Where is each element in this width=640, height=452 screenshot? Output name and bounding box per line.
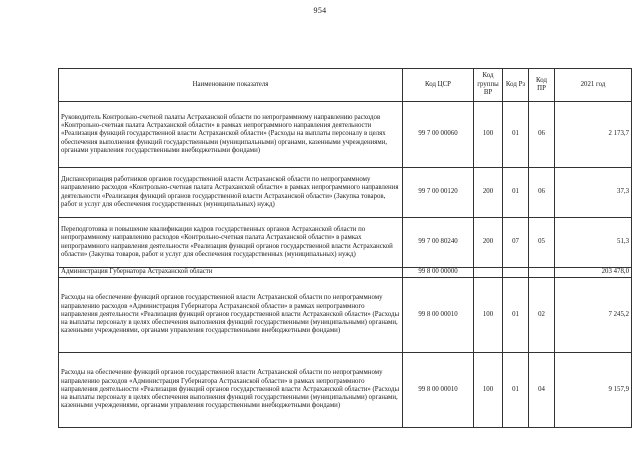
row-name: Диспансеризация работников органов государственной власти Астраханской области по непрограммному направлению расходов «Контрольно-счетная палата Астраханской области» в рамках непрограммного направления деятельности «Реализация функций органов государственной власти Астраханской области» (Закупка товаров, работ и услуг для обеспечения государственных (муниципальных) нужд) [59, 168, 403, 218]
row-name: Расходы на обеспечение функций органов государственной власти Астраханской области по непрограммному направлению расходов «Администрация Губернатора Астраханской области» в рамках непрограммного направления деятельности «Реализация функций органов государственной власти Астраханской области» (Расходы на выплаты персоналу в целях обеспечения выполнения функций государственными (муниципальными) органами, казенными учреждениями, органами управления государственными внебюджетными фондами) [59, 353, 403, 428]
row-pr: 05 [529, 218, 555, 268]
row-vr: 100 [474, 102, 503, 168]
header-csr: Код ЦСР [403, 69, 474, 102]
row-csr: 99 7 00 00120 [403, 168, 474, 218]
table-row [59, 218, 632, 268]
table-row [59, 353, 632, 428]
row-name: Расходы на обеспечение функций органов государственной власти Астраханской области по непрограммному направлению расходов «Администрация Губернатора Астраханской области» в рамках непрограммного направления деятельности «Реализация функций органов государственной власти Астраханской области» (Расходы на выплаты персоналу в целях обеспечения выполнения функций государственными (муниципальными) органами, казенными учреждениями, органами управления государственными внебюджетными фондами) [59, 278, 403, 353]
row-amount: 7 245,2 [555, 278, 632, 353]
row-amount: 37,3 [555, 168, 632, 218]
page-number: 954 [313, 6, 327, 15]
row-rz: 01 [503, 168, 529, 218]
budget-table [58, 68, 632, 428]
row-pr: 06 [529, 168, 555, 218]
row-pr: 06 [529, 102, 555, 168]
row-rz: 01 [503, 278, 529, 353]
header-pr: Код ПР [529, 69, 555, 102]
row-pr [529, 268, 555, 278]
row-pr: 02 [529, 278, 555, 353]
row-csr: 99 8 00 00010 [403, 278, 474, 353]
row-amount: 51,3 [555, 218, 632, 268]
row-vr: 200 [474, 218, 503, 268]
row-vr: 100 [474, 278, 503, 353]
row-rz [503, 268, 529, 278]
row-amount: 2 173,7 [555, 102, 632, 168]
row-rz: 01 [503, 353, 529, 428]
row-csr: 99 7 00 80240 [403, 218, 474, 268]
header-rz: Код Рз [503, 69, 529, 102]
row-csr: 99 7 00 00060 [403, 102, 474, 168]
table-row [59, 168, 632, 218]
row-vr [474, 268, 503, 278]
row-vr: 100 [474, 353, 503, 428]
header-year: 2021 год [555, 69, 632, 102]
header-name: Наименование показателя [59, 69, 403, 102]
table-row [59, 102, 632, 168]
row-csr: 99 8 00 00000 [403, 268, 474, 278]
row-vr: 200 [474, 168, 503, 218]
row-amount: 203 478,0 [555, 268, 632, 278]
table-header-row [59, 69, 632, 102]
table-row [59, 268, 632, 278]
row-rz: 07 [503, 218, 529, 268]
header-vr: Код группы ВР [474, 69, 503, 102]
row-pr: 04 [529, 353, 555, 428]
row-csr: 99 8 00 00010 [403, 353, 474, 428]
row-rz: 01 [503, 102, 529, 168]
row-amount: 9 157,9 [555, 353, 632, 428]
row-name: Руководитель Контрольно-счетной палаты Астраханской области по непрограммному направлению расходов «Контрольно-счетная палата Астраханской области» в рамках непрограммного направления деятельности «Реализация функций государственной власти Астраханской области» (Расходы на выплаты персоналу в целях обеспечения выполнения функций государственными (муниципальными) органами, казенными учреждениями, органами управления государственными внебюджетными фондами) [59, 102, 403, 168]
table-row [59, 278, 632, 353]
row-name: Переподготовка и повышение квалификации кадров государственных органов Астраханской области по непрограммному направлению расходов «Контрольно-счетная палата Астраханской области» в рамках непрограммного направления деятельности «Реализация функций органов государственной власти Астраханской области» (Закупка товаров, работ и услуг для обеспечения государственных (муниципальных) нужд) [59, 218, 403, 268]
row-name: Администрация Губернатора Астраханской области [59, 268, 403, 278]
